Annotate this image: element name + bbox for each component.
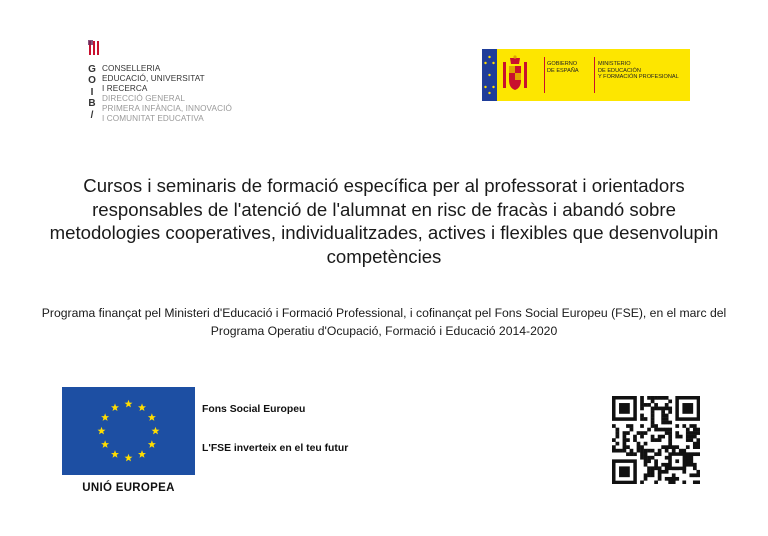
- goib-line: I COMUNITAT EDUCATIVA: [102, 114, 204, 123]
- eu-star-icon: [148, 440, 156, 448]
- qr-code-icon[interactable]: [612, 396, 700, 484]
- goib-letters: [87, 64, 97, 121]
- fse-name: Fons Social Europeu: [202, 404, 306, 415]
- eu-star-icon: [138, 450, 146, 458]
- goib-line: PRIMERA INFÀNCIA, INNOVACIÓ: [102, 104, 232, 113]
- goib-letter: B: [88, 98, 96, 110]
- eu-star-icon: [148, 413, 156, 421]
- eu-flag-icon: [62, 387, 195, 475]
- goib-letter: O: [88, 75, 96, 87]
- divider: [544, 57, 545, 93]
- eu-stars-strip: [482, 49, 497, 101]
- eu-star-icon: [125, 400, 133, 408]
- ministerio-logo: [482, 49, 690, 101]
- eu-star-icon: [125, 454, 133, 462]
- eu-star-icon: [138, 403, 146, 411]
- ministerio-label: MINISTERIO DE EDUCACIÓN Y FORMACIÓN PROFESIONAL: [598, 61, 679, 81]
- goib-line: DIRECCIÓ GENERAL: [102, 94, 186, 103]
- goib-department-text: [102, 64, 242, 124]
- goib-line: I RECERCA: [102, 84, 148, 93]
- goib-letter: I: [90, 86, 94, 98]
- goib-line: EDUCACIÓ, UNIVERSITAT: [102, 74, 205, 83]
- eu-star-icon: [101, 413, 109, 421]
- eu-star-icon: [111, 450, 119, 458]
- goib-logo: [84, 40, 244, 135]
- eu-star-icon: [152, 427, 160, 435]
- eu-star-icon: [98, 427, 106, 435]
- course-title: Cursos i seminaris de formació específica per al professorat i orientadors responsables de l'atenció de l'alumnat en risc de fracàs i abandó sobre metodologies cooperatives, individualitzades, actives i flexibles que desenvolupin competències: [49, 175, 719, 267]
- fse-motto: L'FSE inverteix en el teu futur: [202, 443, 349, 454]
- gobierno-label: GOBIERNO DE ESPAÑA: [547, 61, 579, 74]
- goib-shield-icon: [88, 40, 100, 56]
- spain-coat-of-arms-icon: [501, 54, 529, 96]
- funding-statement: Programa finançat pel Ministeri d'Educació i Formació Professional, i cofinançat pel Fons Social Europeu (FSE), en el marc del Programa Operatiu d'Ocupació, Formació i Educació 2014-2020: [41, 306, 727, 338]
- eu-label: UNIÓ EUROPEA: [82, 482, 175, 494]
- eu-star-icon: [101, 440, 109, 448]
- goib-letter: G: [88, 64, 96, 75]
- eu-star-icon: [111, 403, 119, 411]
- goib-line: CONSELLERIA: [102, 64, 161, 73]
- divider: [594, 57, 595, 93]
- goib-slash-icon: /: [90, 109, 94, 121]
